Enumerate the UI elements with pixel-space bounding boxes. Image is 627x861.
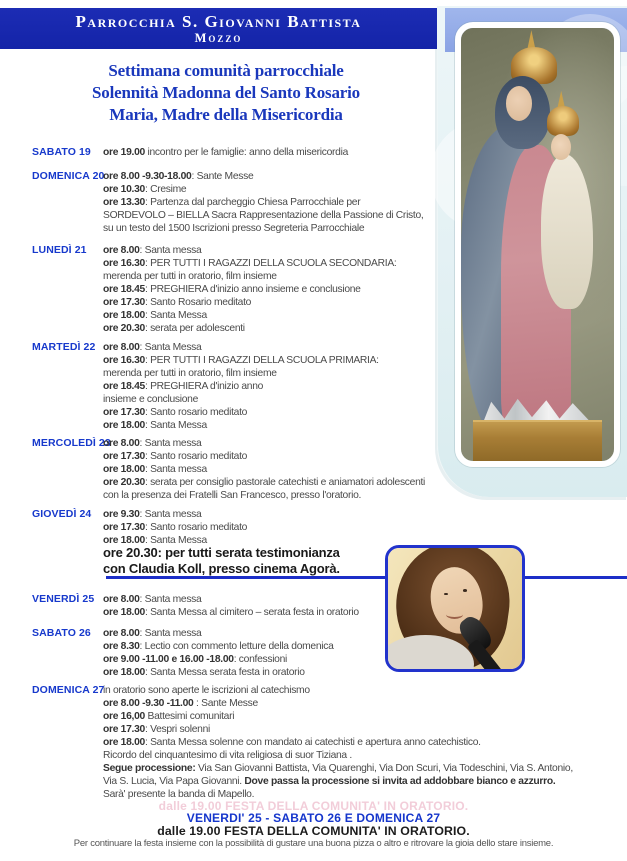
title-line-2: Solennità Madonna del Santo Rosario xyxy=(92,83,360,102)
footer-dates: VENERDI' 25 - SABATO 26 E DOMENICA 27 xyxy=(186,811,441,825)
statue-child-gown xyxy=(541,154,593,310)
day-lines xyxy=(103,341,379,432)
schedule-line: ore 8.00: Santa messa xyxy=(103,245,202,256)
statue-pedestal xyxy=(473,420,602,461)
schedule-line: ore 18.45: PREGHIERA d'inizio anno insieme e conclusione xyxy=(103,284,361,295)
schedule-line: SORDEVOLO – BIELLA Sacra Rappresentazione della Passione di Cristo, xyxy=(103,210,424,221)
schedule-line: Sarà' presente la banda di Mapello. xyxy=(103,789,255,800)
schedule-line: ore 19.00 incontro per le famiglie: anno della misericordia xyxy=(103,147,349,158)
schedule-line: ore 8.00 -9.30 -11.00 : Sante Messe xyxy=(103,698,258,709)
day-lines xyxy=(103,627,334,679)
day-lines xyxy=(103,437,425,502)
madonna-photo-background xyxy=(461,28,614,461)
schedule-line: ore 20.30: serata per adolescenti xyxy=(103,323,245,334)
day-label: LUNEDÌ 21 xyxy=(32,244,87,256)
schedule-line: ore 10.30: Cresime xyxy=(103,184,187,195)
page-title xyxy=(0,60,452,126)
schedule-line: Ricordo del cinquantesimo di vita religiosa di suor Tiziana . xyxy=(103,750,352,761)
schedule-line: ore 18.00: Santa messa xyxy=(103,464,207,475)
statue-madonna-face xyxy=(506,86,532,121)
title-line-1: Settimana comunità parrocchiale xyxy=(108,61,344,80)
highlight-event xyxy=(103,545,340,576)
schedule-line: ore 9.30: Santa messa xyxy=(103,509,202,520)
schedule-line: merenda per tutti in oratorio, film insieme xyxy=(103,271,277,282)
schedule-line: insieme e conclusione xyxy=(103,394,199,405)
schedule-line: ore 8.00: Santa messa xyxy=(103,628,202,639)
schedule-line: ore 20.30: serata per consiglio pastorale catechisti e aniamatori adolescenti xyxy=(103,477,426,488)
schedule-line: su un testo del 1500 Iscrizioni presso Segreteria Parrocchiale xyxy=(103,223,365,234)
schedule-line: merenda per tutti in oratorio, film insieme xyxy=(103,368,277,379)
header-bar xyxy=(0,8,437,49)
footer-festa: dalle 19.00 FESTA DELLA COMUNITA' IN ORATORIO. xyxy=(157,824,470,838)
schedule-line: ore 17.30: Santo Rosario meditato xyxy=(103,297,252,308)
schedule-line: ore 18.00: Santa Messa xyxy=(103,535,207,546)
day-label: SABATO 19 xyxy=(32,146,91,158)
koll-photo-background xyxy=(388,548,522,669)
koll-eye xyxy=(463,589,467,592)
highlight-line-1: ore 20.30: per tutti serata testimonianza xyxy=(103,545,340,560)
parish-town: Mozzo xyxy=(194,30,243,45)
day-label: MERCOLEDÌ 23 xyxy=(32,437,111,449)
day-lines xyxy=(103,684,573,801)
schedule-line: ore 16.30: PER TUTTI I RAGAZZI DELLA SCUOLA SECONDARIA: xyxy=(103,258,397,269)
statue-child-crown xyxy=(547,106,579,136)
footer-note: Per continuare la festa insieme con la possibilità di gustare una buona pizza o altro e ritrovare la gioia dello stare insieme. xyxy=(73,838,554,849)
parish-name: Parrocchia S. Giovanni Battista xyxy=(75,11,362,31)
schedule-line: ore 9.00 -11.00 e 16.00 -18.00: confessioni xyxy=(103,654,288,665)
schedule-line: ore 17.30: Santo rosario meditato xyxy=(103,407,248,418)
schedule-line: ore 17.30: Santo rosario meditato xyxy=(103,522,248,533)
schedule-line: ore 17.30: Santo rosario meditato xyxy=(103,451,248,462)
madonna-statue-photo xyxy=(455,22,620,467)
koll-smile xyxy=(446,610,463,619)
schedule-line: ore 8.00: Santa messa xyxy=(103,594,202,605)
schedule-line: ore 18.45: PREGHIERA d'inizio anno xyxy=(103,381,264,392)
schedule-line: ore 18.00: Santa Messa serata festa in oratorio xyxy=(103,667,305,678)
schedule-line: ore 13.30: Partenza dal parcheggio Chiesa Parrocchiale per xyxy=(103,197,361,208)
day-lines xyxy=(103,170,423,235)
footer-ghost-print: dalle 19.00 FESTA DELLA COMUNITA' IN ORATORIO. xyxy=(158,799,469,813)
divider-line xyxy=(106,576,627,579)
day-lines xyxy=(103,593,359,619)
highlight-line-2: con Claudia Koll, presso cinema Agorà. xyxy=(103,560,340,576)
schedule-line: ore 8.00 -9.30-18.00: Sante Messe xyxy=(103,171,254,182)
schedule-line: ore 16,00 Battesimi comunitari xyxy=(103,711,235,722)
schedule-line: con la presenza dei Fratelli San Francesco, presso l'oratorio. xyxy=(103,490,362,501)
day-label: DOMENICA 27 xyxy=(32,684,105,696)
claudia-koll-photo xyxy=(385,545,525,672)
schedule-line: ore 8.30: Lectio con commento letture della domenica xyxy=(103,641,334,652)
day-label: SABATO 26 xyxy=(32,627,91,639)
schedule-line: ore 18.00: Santa Messa al cimitero – serata festa in oratorio xyxy=(103,607,359,618)
day-lines xyxy=(103,508,247,547)
day-label: GIOVEDÌ 24 xyxy=(32,508,92,520)
schedule-line: ore 16.30: PER TUTTI I RAGAZZI DELLA SCUOLA PRIMARIA: xyxy=(103,355,379,366)
schedule-line: Segue processione: Via San Giovanni Battista, Via Quarenghi, Via Don Scuri, Via Todeschini, Via S. Antonio, xyxy=(103,763,573,774)
day-label: DOMENICA 20 xyxy=(32,170,105,182)
day-label: MARTEDÌ 22 xyxy=(32,341,96,353)
day-lines xyxy=(103,244,396,335)
schedule-line: Via S. Lucia, Via Papa Giovanni. Dove passa la processione si invita ad addobbare bianco e azzurro. xyxy=(103,776,556,787)
day-label: VENERDÌ 25 xyxy=(32,593,95,605)
schedule-line: ore 18.00: Santa Messa xyxy=(103,310,207,321)
day-lines xyxy=(103,146,348,159)
schedule-line: in oratorio sono aperte le iscrizioni al catechismo xyxy=(103,685,310,696)
schedule-line: ore 8.00: Santa messa xyxy=(103,438,202,449)
schedule-line: ore 18.00: Santa Messa solenne con mandato ai catechisti e apertura anno catechistico. xyxy=(103,737,481,748)
schedule-line: ore 18.00: Santa Messa xyxy=(103,420,207,431)
schedule-line: ore 8.00: Santa Messa xyxy=(103,342,202,353)
schedule-line: ore 17.30: Vespri solenni xyxy=(103,724,210,735)
title-line-3: Maria, Madre della Misericordia xyxy=(109,105,343,124)
